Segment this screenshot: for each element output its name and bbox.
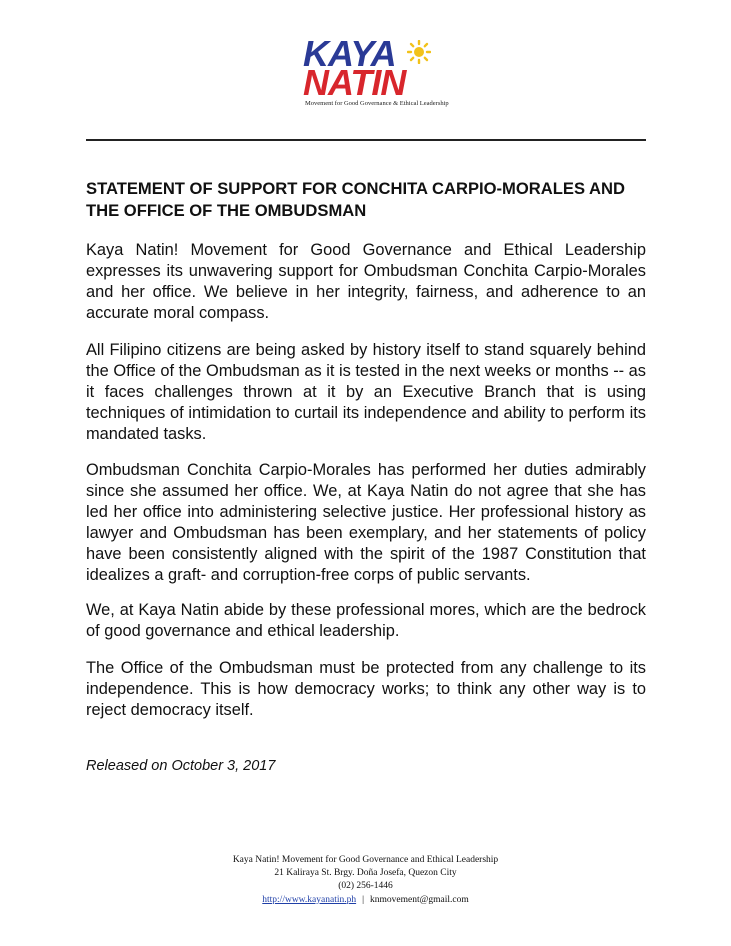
header-divider — [86, 139, 646, 141]
footer-contact-line — [0, 894, 731, 907]
footer-email: knmovement@gmail.com — [370, 894, 469, 905]
footer — [0, 854, 731, 907]
statement-title: STATEMENT OF SUPPORT FOR CONCHITA CARPIO-MORALES AND THE OFFICE OF THE OMBUDSMAN — [86, 179, 625, 220]
footer-separator: | — [362, 894, 365, 905]
paragraph-2: All Filipino citizens are being asked by history itself to stand squarely behind the Office of the Ombudsman as it is tested in the next weeks or months -- as it faces challenges thrown at it by an Executive Branch that is using techniques of intimidation to curtail its independence and ability to perform its mandated tasks. — [86, 341, 646, 443]
paragraph-5: The Office of the Ombudsman must be protected from any challenge to its independence. This is how democracy works; to think any other way is to reject democracy itself. — [86, 659, 646, 719]
logo-word-kaya: KAYA — [303, 33, 396, 74]
paragraph-4: We, at Kaya Natin abide by these professional mores, which are the bedrock of good governance and ethical leadership. — [86, 601, 646, 640]
paragraph-3: Ombudsman Conchita Carpio-Morales has performed her duties admirably since she assumed her office. We, at Kaya Natin do not agree that she has led her office into administering selective justice. Her professional history as lawyer and Ombudsman has been exemplary, and her statements of policy have been consistently aligned with the spirit of the 1987 Constitution that idealizes a graft- and corruption-free corps of public servants. — [86, 461, 646, 584]
footer-org-name: Kaya Natin! Movement for Good Governance and Ethical Leadership — [232, 855, 499, 865]
paragraph-1: Kaya Natin! Movement for Good Governance and Ethical Leadership expresses its unwavering support for Ombudsman Conchita Carpio-Morales and her office. We believe in her integrity, fairness, and adherence to an accurate moral compass. — [86, 241, 646, 322]
footer-phone: (02) 256-1446 — [338, 881, 393, 892]
footer-address: 21 Kaliraya St. Brgy. Doña Josefa, Quezon City — [274, 868, 457, 879]
logo-tagline: Movement for Good Governance & Ethical Leadership — [305, 100, 449, 107]
logo-word-natin: NATIN — [303, 62, 406, 103]
sun-icon — [407, 40, 431, 64]
website-link[interactable]: http://www.kayanatin.ph — [262, 894, 357, 905]
release-date: Released on October 3, 2017 — [86, 758, 276, 774]
organization-logo — [303, 33, 449, 108]
